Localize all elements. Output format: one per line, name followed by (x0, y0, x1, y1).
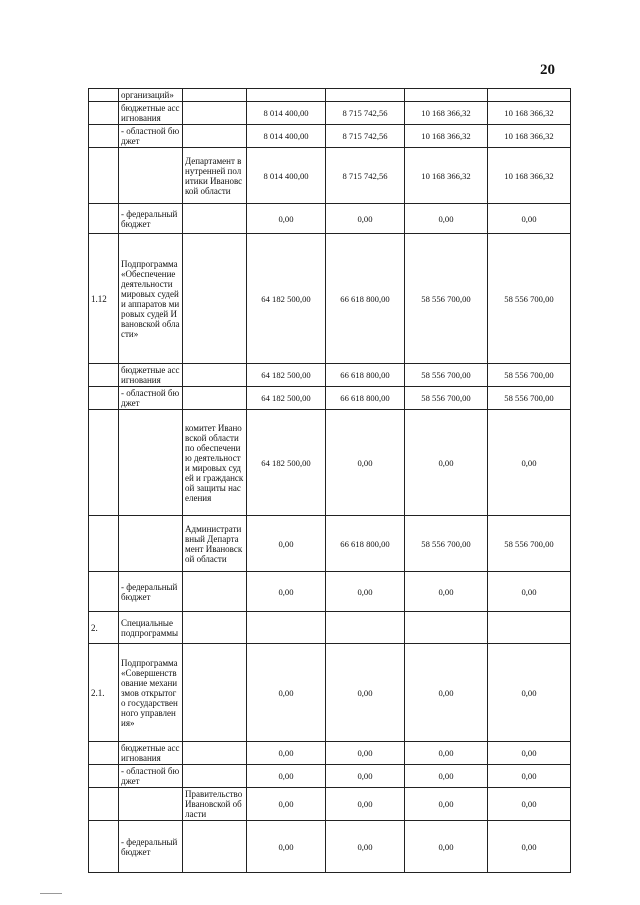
table-row (89, 788, 571, 821)
cell-year-3: 58 556 700,00 (405, 234, 488, 364)
cell-year-4: 0,00 (488, 410, 571, 516)
cell-year-4: 0,00 (488, 821, 571, 873)
cell-name: - областной бюджет (119, 387, 183, 410)
cell-name: бюджетные ассигнования (119, 742, 183, 765)
cell-year-2: 66 618 800,00 (326, 387, 405, 410)
cell-executor (183, 364, 247, 387)
cell-year-2: 8 715 742,56 (326, 148, 405, 204)
cell-name (119, 788, 183, 821)
footer-mark (40, 893, 62, 894)
cell-num (89, 364, 119, 387)
cell-year-3: 58 556 700,00 (405, 387, 488, 410)
cell-year-2: 66 618 800,00 (326, 364, 405, 387)
cell-year-4: 10 168 366,32 (488, 102, 571, 125)
cell-year-4: 0,00 (488, 742, 571, 765)
table-row (89, 612, 571, 644)
cell-year-4: 58 556 700,00 (488, 234, 571, 364)
cell-year-1: 64 182 500,00 (247, 234, 326, 364)
cell-year-1 (247, 89, 326, 102)
cell-num (89, 204, 119, 234)
table-row (89, 364, 571, 387)
cell-year-1: 0,00 (247, 788, 326, 821)
cell-name: - федеральный бюджет (119, 204, 183, 234)
cell-year-4: 0,00 (488, 572, 571, 612)
cell-year-1: 0,00 (247, 765, 326, 788)
cell-year-4: 0,00 (488, 204, 571, 234)
cell-num (89, 821, 119, 873)
cell-year-3: 0,00 (405, 204, 488, 234)
cell-year-4: 58 556 700,00 (488, 387, 571, 410)
budget-table (88, 88, 571, 873)
cell-year-1: 8 014 400,00 (247, 125, 326, 148)
cell-year-4: 0,00 (488, 788, 571, 821)
cell-year-4: 58 556 700,00 (488, 516, 571, 572)
cell-name (119, 516, 183, 572)
table-row (89, 204, 571, 234)
table-row (89, 148, 571, 204)
cell-num (89, 410, 119, 516)
cell-executor (183, 612, 247, 644)
cell-name: - федеральный бюджет (119, 572, 183, 612)
cell-num: 2.1. (89, 644, 119, 742)
cell-name: Подпрограмма «Совершенствование механизмов открытого государственного управления» (119, 644, 183, 742)
cell-executor (183, 125, 247, 148)
table-row (89, 644, 571, 742)
cell-year-3: 58 556 700,00 (405, 516, 488, 572)
cell-year-4: 58 556 700,00 (488, 364, 571, 387)
cell-executor (183, 89, 247, 102)
table-row (89, 102, 571, 125)
cell-executor: Административный Департамент Ивановской области (183, 516, 247, 572)
cell-year-4 (488, 612, 571, 644)
cell-year-3: 0,00 (405, 410, 488, 516)
table-body (89, 89, 571, 873)
table-row (89, 572, 571, 612)
cell-executor (183, 765, 247, 788)
cell-year-2: 0,00 (326, 644, 405, 742)
cell-year-1: 64 182 500,00 (247, 410, 326, 516)
table-row (89, 125, 571, 148)
cell-year-3: 10 168 366,32 (405, 148, 488, 204)
cell-num: 2. (89, 612, 119, 644)
cell-year-2: 0,00 (326, 788, 405, 821)
cell-year-4: 10 168 366,32 (488, 125, 571, 148)
cell-year-3: 0,00 (405, 742, 488, 765)
table-row (89, 821, 571, 873)
cell-year-2 (326, 612, 405, 644)
cell-executor (183, 234, 247, 364)
cell-year-2: 66 618 800,00 (326, 234, 405, 364)
cell-year-1: 64 182 500,00 (247, 387, 326, 410)
cell-num (89, 572, 119, 612)
cell-year-2 (326, 89, 405, 102)
cell-executor (183, 572, 247, 612)
cell-year-2: 0,00 (326, 204, 405, 234)
cell-num (89, 788, 119, 821)
cell-year-3: 0,00 (405, 765, 488, 788)
cell-executor (183, 387, 247, 410)
cell-executor (183, 204, 247, 234)
cell-year-3: 0,00 (405, 821, 488, 873)
cell-num (89, 89, 119, 102)
cell-year-2: 0,00 (326, 742, 405, 765)
cell-year-2: 8 715 742,56 (326, 102, 405, 125)
cell-year-2: 8 715 742,56 (326, 125, 405, 148)
cell-year-3: 0,00 (405, 644, 488, 742)
cell-executor (183, 821, 247, 873)
cell-year-2: 0,00 (326, 765, 405, 788)
cell-year-1 (247, 612, 326, 644)
cell-executor: комитет Ивановской области по обеспечению деятельности мировых судей и гражданской защиты населения (183, 410, 247, 516)
cell-year-2: 0,00 (326, 821, 405, 873)
cell-num (89, 148, 119, 204)
cell-num (89, 125, 119, 148)
cell-name (119, 410, 183, 516)
cell-year-1: 0,00 (247, 516, 326, 572)
cell-year-3 (405, 89, 488, 102)
cell-name: Специальные подпрограммы (119, 612, 183, 644)
cell-year-3 (405, 612, 488, 644)
page-number: 20 (540, 62, 555, 78)
table-row (89, 516, 571, 572)
cell-year-3: 0,00 (405, 788, 488, 821)
cell-year-1: 0,00 (247, 742, 326, 765)
table-row (89, 765, 571, 788)
cell-year-3: 58 556 700,00 (405, 364, 488, 387)
cell-num (89, 102, 119, 125)
cell-year-1: 0,00 (247, 644, 326, 742)
cell-name: бюджетные ассигнования (119, 102, 183, 125)
cell-name: Подпрограмма «Обеспечение деятельности мировых судей и аппаратов мировых судей Ивановской области» (119, 234, 183, 364)
cell-year-1: 64 182 500,00 (247, 364, 326, 387)
cell-num (89, 765, 119, 788)
cell-name: бюджетные ассигнования (119, 364, 183, 387)
cell-year-2: 0,00 (326, 410, 405, 516)
cell-year-1: 8 014 400,00 (247, 148, 326, 204)
cell-year-3: 0,00 (405, 572, 488, 612)
table-row (89, 387, 571, 410)
cell-name: - областной бюджет (119, 125, 183, 148)
cell-executor (183, 644, 247, 742)
cell-num (89, 387, 119, 410)
cell-year-1: 0,00 (247, 572, 326, 612)
cell-year-4: 0,00 (488, 765, 571, 788)
table-row (89, 742, 571, 765)
cell-year-3: 10 168 366,32 (405, 125, 488, 148)
table-row (89, 410, 571, 516)
cell-executor: Департамент внутренней политики Ивановской области (183, 148, 247, 204)
table-row (89, 234, 571, 364)
cell-year-3: 10 168 366,32 (405, 102, 488, 125)
cell-num (89, 516, 119, 572)
cell-name: организаций» (119, 89, 183, 102)
cell-executor (183, 742, 247, 765)
cell-name (119, 148, 183, 204)
cell-year-1: 8 014 400,00 (247, 102, 326, 125)
cell-name: - областной бюджет (119, 765, 183, 788)
table-row (89, 89, 571, 102)
cell-year-2: 66 618 800,00 (326, 516, 405, 572)
cell-year-4: 0,00 (488, 644, 571, 742)
cell-num: 1.12 (89, 234, 119, 364)
cell-executor: Правительство Ивановской области (183, 788, 247, 821)
cell-year-2: 0,00 (326, 572, 405, 612)
cell-num (89, 742, 119, 765)
cell-executor (183, 102, 247, 125)
cell-year-1: 0,00 (247, 204, 326, 234)
cell-year-4 (488, 89, 571, 102)
cell-name: - федеральный бюджет (119, 821, 183, 873)
cell-year-4: 10 168 366,32 (488, 148, 571, 204)
cell-year-1: 0,00 (247, 821, 326, 873)
